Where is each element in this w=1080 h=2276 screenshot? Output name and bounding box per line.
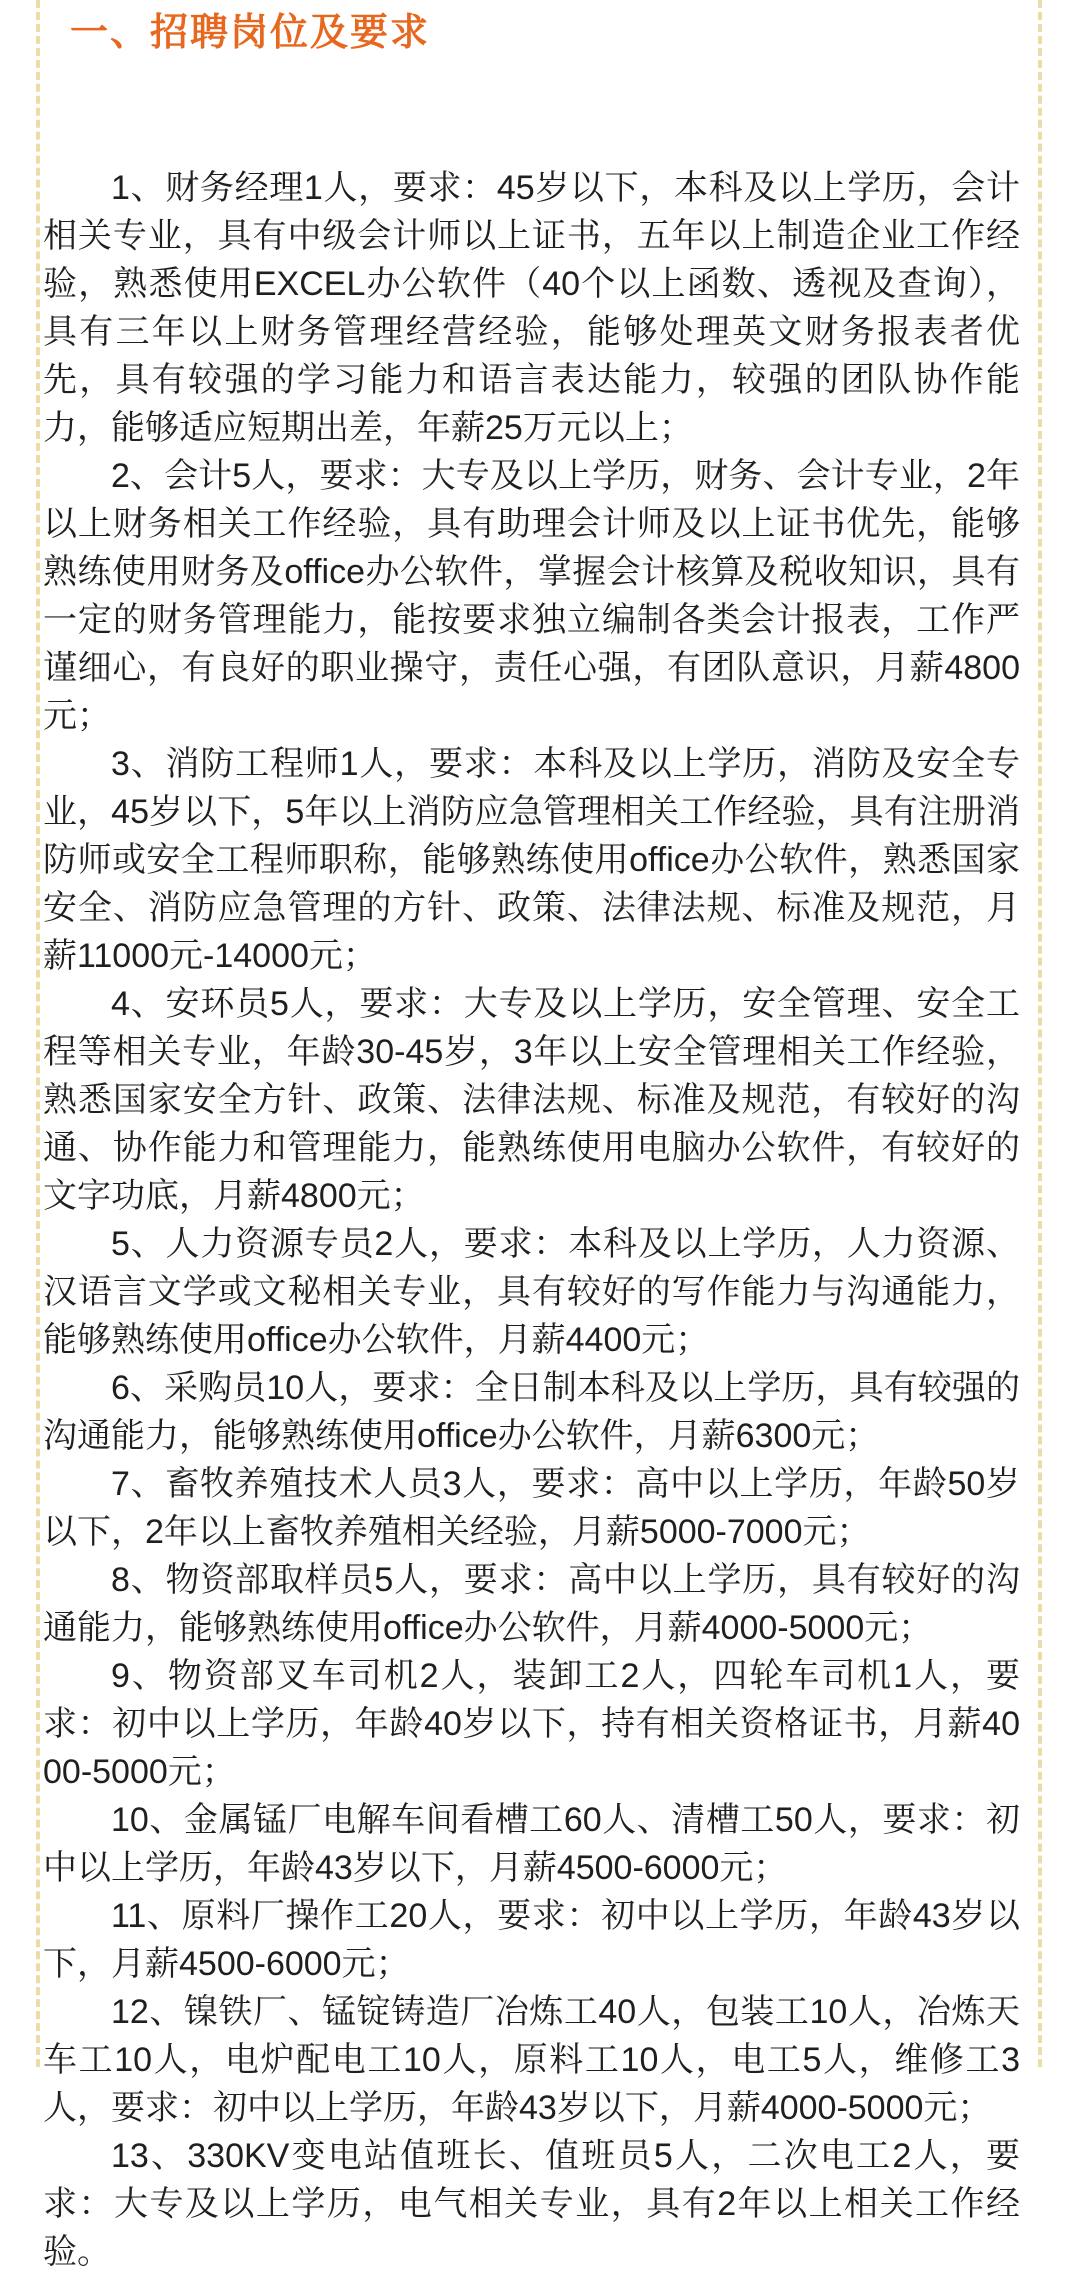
job-item-3: 3、消防工程师1人，要求：本科及以上学历，消防及安全专业，45岁以下，5年以上消防应急管理相关工作经验，具有注册消防师或安全工程师职称，能够熟练使用office办公软件，熟悉国家安全、消防应急管理的方针、政策、法律法规、标准及规范，月薪11000元-14000元； xyxy=(43,745,1020,975)
job-item-1: 1、财务经理1人，要求：45岁以下，本科及以上学历，会计相关专业，具有中级会计师以上证书，五年以上制造企业工作经验，熟悉使用EXCEL办公软件（40个以上函数、透视及查询），具有三年以上财务管理经营经验，能够处理英文财务报表者优先，具有较强的学习能力和语言表达能力，较强的团队协作能力，能够适应短期出差，年薪25万元以上； xyxy=(43,169,1020,447)
dashed-border-left xyxy=(36,0,40,2067)
job-item-2: 2、会计5人，要求：大专及以上学历，财务、会计专业，2年以上财务相关工作经验，具有助理会计师及以上证书优先，能够熟练使用财务及office办公软件，掌握会计核算及税收知识，具有一定的财务管理能力，能按要求独立编制各类会计报表，工作严谨细心，有良好的职业操守，责任心强，有团队意识，月薪4800元； xyxy=(43,457,1020,735)
recruitment-document xyxy=(43,0,1020,2276)
job-item-6: 6、采购员10人，要求：全日制本科及以上学历，具有较强的沟通能力，能够熟练使用office办公软件，月薪6300元； xyxy=(43,1369,1020,1455)
job-item-10: 10、金属锰厂电解车间看槽工60人、清槽工50人，要求：初中以上学历，年龄43岁以下，月薪4500-6000元； xyxy=(43,1801,1020,1887)
job-item-11: 11、原料厂操作工20人，要求：初中以上学历，年龄43岁以下，月薪4500-6000元； xyxy=(43,1897,1020,1983)
job-item-13: 13、330KV变电站值班长、值班员5人，二次电工2人，要求：大专及以上学历，电气相关专业，具有2年以上相关工作经验。 xyxy=(43,2137,1020,2271)
section-title: 一、招聘岗位及要求 xyxy=(70,12,431,54)
job-item-7: 7、畜牧养殖技术人员3人，要求：高中以上学历，年龄50岁以下，2年以上畜牧养殖相关经验，月薪5000-7000元； xyxy=(43,1465,1020,1551)
job-item-12: 12、镍铁厂、锰锭铸造厂冶炼工40人，包装工10人，冶炼天车工10人，电炉配电工10人，原料工10人，电工5人，维修工3人，要求：初中以上学历，年龄43岁以下，月薪4000-5000元； xyxy=(43,1993,1020,2127)
job-item-4: 4、安环员5人，要求：大专及以上学历，安全管理、安全工程等相关专业，年龄30-45岁，3年以上安全管理相关工作经验，熟悉国家安全方针、政策、法律法规、标准及规范，有较好的沟通、协作能力和管理能力，能熟练使用电脑办公软件，有较好的文字功底，月薪4800元； xyxy=(43,985,1020,1215)
job-item-9: 9、物资部叉车司机2人，装卸工2人，四轮车司机1人，要求：初中以上学历，年龄40岁以下，持有相关资格证书，月薪4000-5000元； xyxy=(43,1657,1020,1791)
dashed-border-right xyxy=(1038,0,1042,2067)
job-item-5: 5、人力资源专员2人，要求：本科及以上学历，人力资源、汉语言文学或文秘相关专业，具有较好的写作能力与沟通能力，能够熟练使用office办公软件，月薪4400元； xyxy=(43,1225,1020,1359)
job-list xyxy=(43,164,1020,2276)
job-item-8: 8、物资部取样员5人，要求：高中以上学历，具有较好的沟通能力，能够熟练使用office办公软件，月薪4000-5000元； xyxy=(43,1561,1020,1647)
